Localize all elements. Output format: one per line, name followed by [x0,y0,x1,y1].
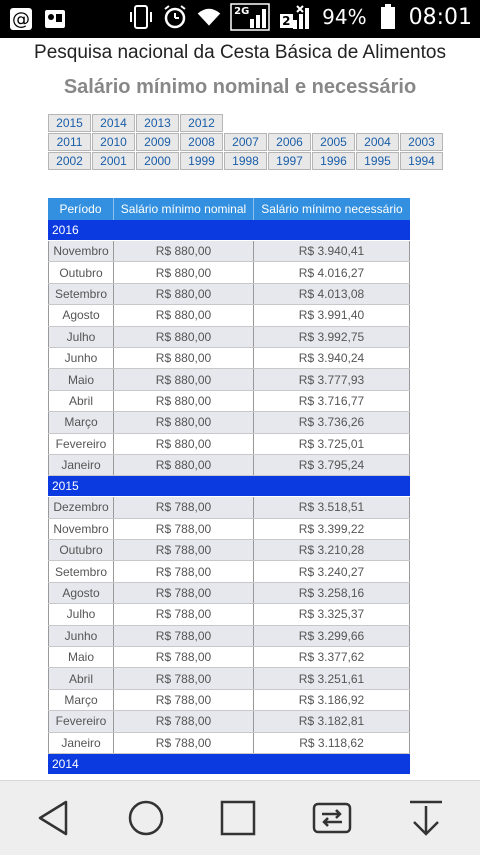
cell-necessario: R$ 3.518,51 [254,497,410,517]
cell-periodo: Novembro [48,519,114,539]
cell-nominal: R$ 788,00 [114,583,254,603]
wifi-icon [196,4,222,30]
cell-nominal: R$ 788,00 [114,711,254,731]
year-button-2011[interactable]: 2011 [48,133,91,151]
table-row [48,369,410,390]
salary-table [48,198,410,775]
cell-necessario: R$ 4.013,08 [254,284,410,304]
table-row [48,348,410,369]
cell-periodo: Junho [48,348,114,368]
cell-periodo: Dezembro [48,497,114,517]
page-content [0,38,480,780]
back-icon[interactable] [28,793,80,843]
cell-nominal: R$ 880,00 [114,327,254,347]
year-button-2007[interactable]: 2007 [224,133,267,151]
navigation-bar [0,780,480,855]
cell-nominal: R$ 880,00 [114,412,254,432]
cell-necessario: R$ 3.186,92 [254,690,410,710]
cell-periodo: Janeiro [48,733,114,753]
cell-nominal: R$ 788,00 [114,647,254,667]
cell-necessario: R$ 3.991,40 [254,305,410,325]
table-body [48,220,410,775]
cell-necessario: R$ 3.182,81 [254,711,410,731]
year-button-2005[interactable]: 2005 [312,133,355,151]
alarm-icon [162,4,188,30]
switch-sim-icon[interactable] [306,793,358,843]
cell-necessario: R$ 3.240,27 [254,561,410,581]
cell-nominal: R$ 880,00 [114,391,254,411]
year-button-2004[interactable]: 2004 [356,133,399,151]
year-button-2002[interactable]: 2002 [48,152,91,170]
cell-necessario: R$ 3.258,16 [254,583,410,603]
table-row [48,583,410,604]
cell-necessario: R$ 3.736,26 [254,412,410,432]
table-row [48,711,410,732]
home-icon[interactable] [120,793,172,843]
page-title: Pesquisa nacional da Cesta Básica de Alimentos [34,42,446,63]
cell-periodo: Outubro [48,262,114,282]
cell-periodo: Março [48,690,114,710]
cell-periodo: Fevereiro [48,434,114,454]
table-row [48,540,410,561]
table-row [48,241,410,262]
year-row [48,114,444,132]
year-button-1996[interactable]: 1996 [312,152,355,170]
cell-nominal: R$ 788,00 [114,540,254,560]
year-header: 2014 [48,754,410,775]
cell-necessario: R$ 3.716,77 [254,391,410,411]
year-button-2012[interactable]: 2012 [180,114,223,132]
header-periodo: Período [48,198,114,220]
page-subtitle: Salário mínimo nominal e necessário [63,76,417,98]
table-row [48,284,410,305]
battery-icon [375,4,401,30]
table-header [48,198,410,220]
year-button-2006[interactable]: 2006 [268,133,311,151]
table-row [48,412,410,433]
table-row [48,561,410,582]
cell-nominal: R$ 788,00 [114,561,254,581]
table-row [48,647,410,668]
cell-periodo: Julho [48,604,114,624]
year-button-2014[interactable]: 2014 [92,114,135,132]
photo-icon [42,6,68,32]
table-row [48,305,410,326]
download-icon[interactable] [400,793,452,843]
table-row [48,733,410,754]
cell-nominal: R$ 880,00 [114,284,254,304]
sim-signal-icon [278,4,314,30]
recents-icon[interactable] [212,793,264,843]
table-row [48,497,410,518]
table-row [48,690,410,711]
sim-number: 2 [282,14,291,28]
cell-necessario: R$ 4.016,27 [254,262,410,282]
cell-necessario: R$ 3.210,28 [254,540,410,560]
cell-periodo: Agosto [48,583,114,603]
cell-periodo: Setembro [48,284,114,304]
year-row [48,152,444,170]
year-button-1994[interactable]: 1994 [400,152,443,170]
table-row [48,668,410,689]
cell-necessario: R$ 3.992,75 [254,327,410,347]
cell-necessario: R$ 3.940,41 [254,241,410,261]
table-row [48,391,410,412]
cell-necessario: R$ 3.777,93 [254,369,410,389]
table-row [48,262,410,283]
year-selector [48,114,444,171]
cell-nominal: R$ 880,00 [114,369,254,389]
cell-periodo: Abril [48,391,114,411]
signal-icon [230,4,270,30]
year-button-1997[interactable]: 1997 [268,152,311,170]
cell-necessario: R$ 3.940,24 [254,348,410,368]
cell-nominal: R$ 880,00 [114,455,254,475]
cell-periodo: Junho [48,626,114,646]
cell-nominal: R$ 788,00 [114,733,254,753]
battery-percent: 94% [322,5,367,29]
cell-periodo: Julho [48,327,114,347]
cell-periodo: Fevereiro [48,711,114,731]
cell-periodo: Maio [48,647,114,667]
cell-necessario: R$ 3.795,24 [254,455,410,475]
year-button-2010[interactable]: 2010 [92,133,135,151]
year-row [48,133,444,151]
year-button-2003[interactable]: 2003 [400,133,443,151]
table-row [48,604,410,625]
year-button-1995[interactable]: 1995 [356,152,399,170]
year-header: 2015 [48,476,410,497]
cell-nominal: R$ 880,00 [114,305,254,325]
table-row [48,327,410,348]
cell-nominal: R$ 880,00 [114,348,254,368]
cell-periodo: Setembro [48,561,114,581]
cell-nominal: R$ 788,00 [114,519,254,539]
header-nominal: Salário mínimo nominal [114,198,254,220]
cell-nominal: R$ 788,00 [114,497,254,517]
cell-necessario: R$ 3.299,66 [254,626,410,646]
year-button-2013[interactable]: 2013 [136,114,179,132]
cell-necessario: R$ 3.399,22 [254,519,410,539]
year-button-1998[interactable]: 1998 [224,152,267,170]
svg-text:@: @ [12,9,30,30]
cell-nominal: R$ 880,00 [114,241,254,261]
clock: 08:01 [408,4,472,30]
vibrate-icon [128,4,154,30]
year-button-1999[interactable]: 1999 [180,152,223,170]
header-necessario: Salário mínimo necessário [261,202,403,216]
cell-periodo: Janeiro [48,455,114,475]
table-row [48,434,410,455]
cell-periodo: Outubro [48,540,114,560]
cell-nominal: R$ 788,00 [114,668,254,688]
year-button-2008[interactable]: 2008 [180,133,223,151]
cell-nominal: R$ 788,00 [114,626,254,646]
cell-periodo: Março [48,412,114,432]
cell-periodo: Maio [48,369,114,389]
cell-periodo: Novembro [48,241,114,261]
year-button-2000[interactable]: 2000 [136,152,179,170]
table-row [48,455,410,476]
cell-necessario: R$ 3.325,37 [254,604,410,624]
network-label: 2G [234,6,250,17]
cell-nominal: R$ 788,00 [114,690,254,710]
at-icon [8,6,34,32]
table-row [48,519,410,540]
year-header: 2016 [48,220,410,241]
cell-nominal: R$ 880,00 [114,262,254,282]
cell-necessario: R$ 3.377,62 [254,647,410,667]
cell-nominal: R$ 880,00 [114,434,254,454]
cell-necessario: R$ 3.251,61 [254,668,410,688]
cell-periodo: Agosto [48,305,114,325]
year-button-2009[interactable]: 2009 [136,133,179,151]
cell-periodo: Abril [48,668,114,688]
cell-necessario: R$ 3.118,62 [254,733,410,753]
cell-nominal: R$ 788,00 [114,604,254,624]
status-bar [0,0,480,38]
cell-necessario: R$ 3.725,01 [254,434,410,454]
table-row [48,626,410,647]
year-button-2001[interactable]: 2001 [92,152,135,170]
year-button-2015[interactable]: 2015 [48,114,91,132]
